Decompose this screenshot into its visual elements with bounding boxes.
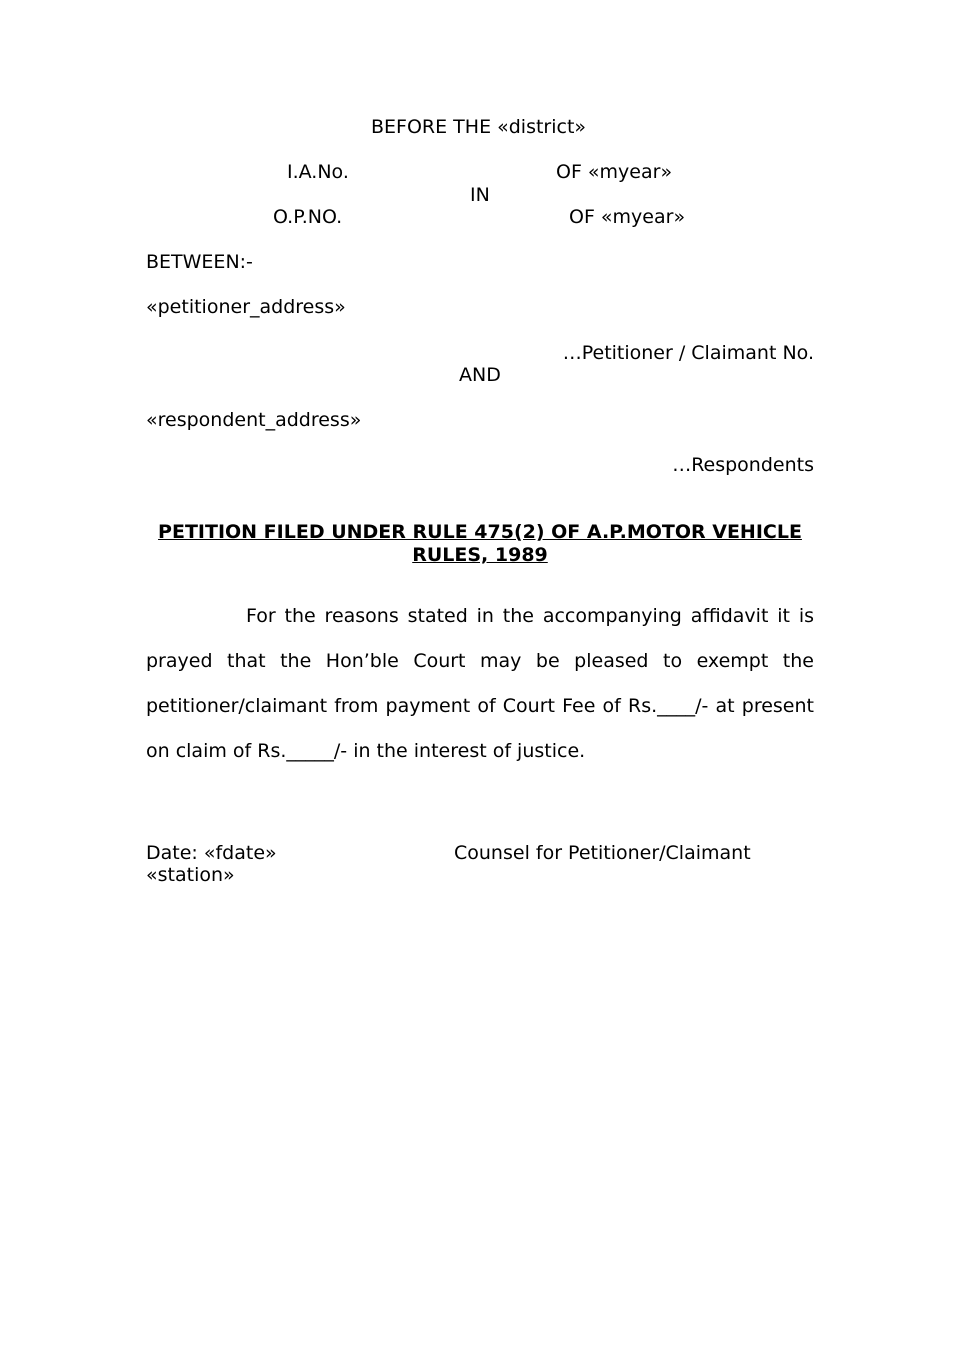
court-line: BEFORE THE «district» [371, 116, 587, 138]
op-year: OF «myear» [569, 206, 686, 228]
op-number-label: O.P.NO. [273, 206, 343, 228]
counsel-signature: Counsel for Petitioner/Claimant [454, 842, 751, 864]
in-label: IN [470, 184, 490, 206]
petition-title-line-1: PETITION FILED UNDER RULE 475(2) OF A.P.MOTOR VEHICLE [158, 521, 802, 543]
petition-title [146, 521, 814, 567]
station-line: «station» [146, 864, 235, 886]
petitioner-address: «petitioner_address» [146, 296, 346, 318]
ia-number-label: I.A.No. [287, 161, 349, 183]
petitioner-label: …Petitioner / Claimant No. [562, 342, 814, 364]
respondent-address: «respondent_address» [146, 409, 362, 431]
respondent-label: …Respondents [672, 454, 814, 476]
petition-title-line-2: RULES, 1989 [412, 544, 548, 566]
ia-year: OF «myear» [556, 161, 673, 183]
and-label: AND [459, 364, 501, 386]
petition-body: For the reasons stated in the accompanying affidavit it is prayed that the Hon’ble Court may be pleased to exempt the petitioner/claimant from payment of Court Fee of Rs.____/- at present on claim of Rs._____/- in the interest of justice. [146, 605, 814, 762]
between-label: BETWEEN:- [146, 251, 253, 273]
date-line: Date: «fdate» [146, 842, 277, 864]
